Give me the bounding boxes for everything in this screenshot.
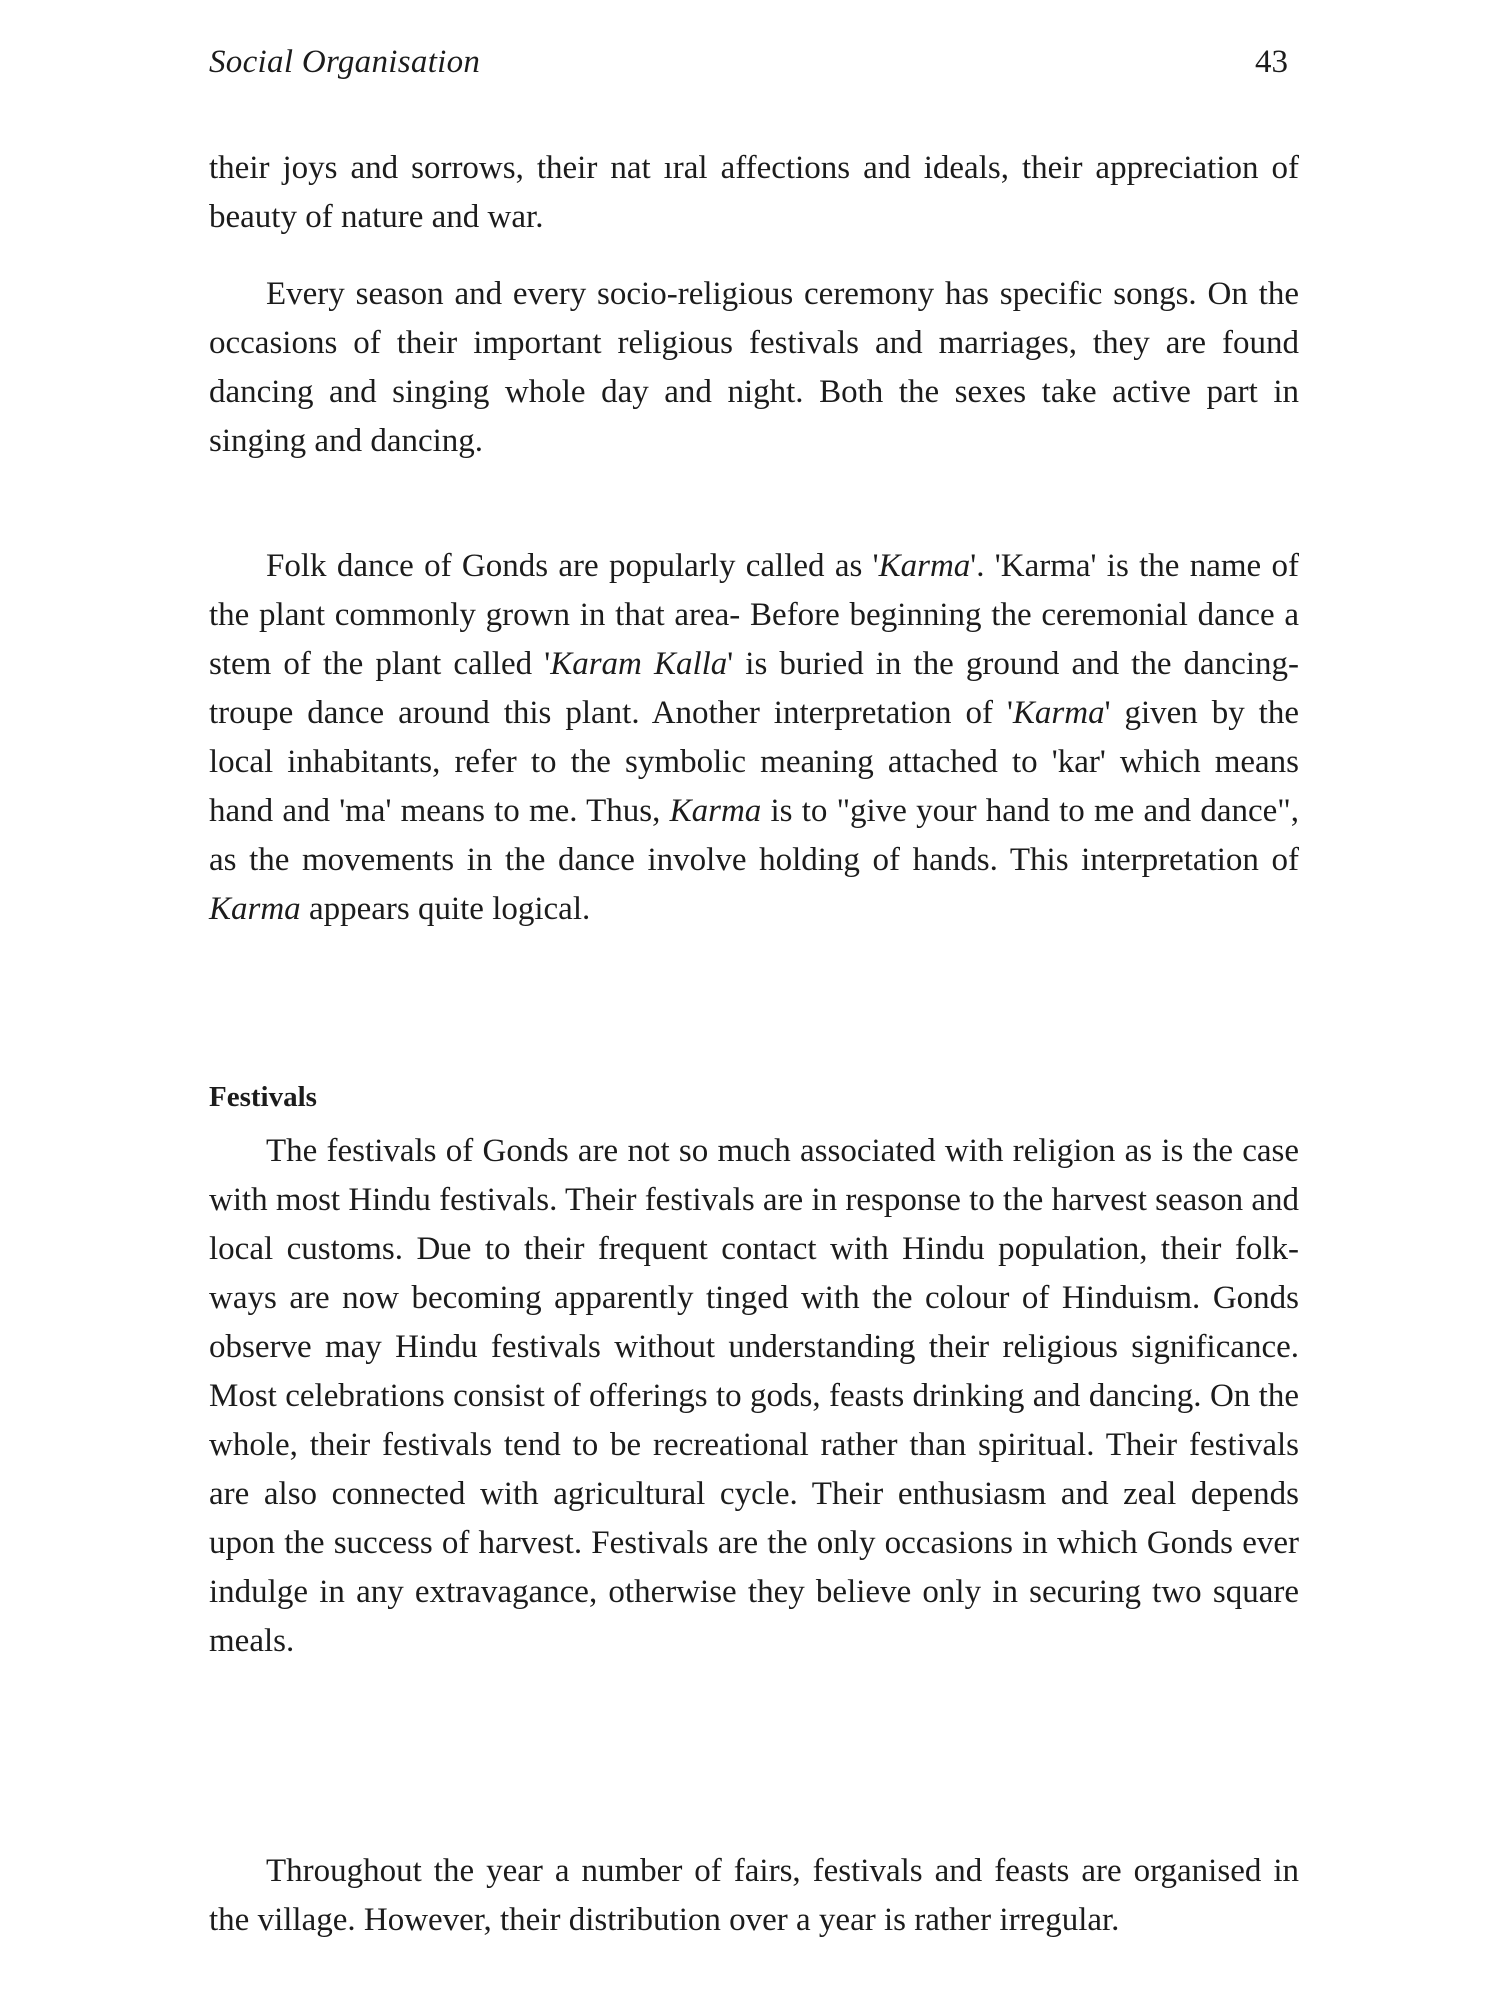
text-run: ' is buried in the ground and the dancing-troupe dance around this plant. Another interpretation of ' [209, 646, 1299, 731]
running-head-title: Social Organisation [209, 44, 481, 80]
paragraph-1-text: their joys and sorrows, their nat ıral affections and ideals, their appreciation of beauty of nature and war. [209, 150, 1299, 235]
paragraph-3 [209, 542, 1299, 934]
paragraph-1 [209, 144, 1299, 242]
italic-term: Karma [878, 548, 971, 584]
text-run: appears quite logical. [300, 891, 591, 927]
page-number: 43 [1255, 44, 1288, 80]
section-heading-festivals: Festivals [209, 1081, 317, 1113]
paragraph-2-text: Every season and every socio-religious ceremony has specific songs. On the occasions of their important religious festivals and marriages, they are found dancing and singing whole day and night. Both the sexes take active part in singing and dancing. [209, 276, 1299, 459]
paragraph-4 [209, 1127, 1299, 1666]
text-run: '. 'Karma' is the name of the plant commonly grown in that area- Before beginning the ceremonial dance a stem of the plant called ' [209, 548, 1299, 682]
italic-term: Karma [669, 793, 762, 829]
text-run: is to "give your hand to me and dance", as the movements in the dance involve holding of hands. This interpretation of [209, 793, 1299, 878]
paragraph-5-text: Throughout the year a number of fairs, festivals and feasts are organised in the village. However, their distribution over a year is rather irregular. [209, 1853, 1299, 1938]
text-run: ' given by the local inhabitants, refer to the symbolic meaning attached to 'kar' which means hand and 'ma' means to me. Thus, [209, 695, 1299, 829]
paragraph-3-text [209, 542, 1299, 934]
paragraph-4-text: The festivals of Gonds are not so much associated with religion as is the case with most Hindu festivals. Their festivals are in response to the harvest season and local customs. Due to their frequent contact with Hindu population, their folk-ways are now becoming apparently tinged with the colour of Hinduism. Gonds observe may Hindu festivals without understanding their religious significance. Most celebrations consist of offerings to gods, feasts drinking and dancing. On the whole, their festivals tend to be recreational rather than spiritual. Their festivals are also connected with agricultural cycle. Their enthusiasm and zeal depends upon the success of harvest. Festivals are the only occasions in which Gonds ever indulge in any extravagance, otherwise they believe only in securing two square meals. [209, 1133, 1299, 1659]
italic-term: Karam Kalla [550, 646, 728, 682]
text-run: Folk dance of Gonds are popularly called as ' [266, 548, 879, 584]
italic-term: Karma [1012, 695, 1105, 731]
paragraph-5 [209, 1847, 1299, 1945]
paragraph-2 [209, 270, 1299, 466]
italic-term: Karma [209, 891, 301, 927]
